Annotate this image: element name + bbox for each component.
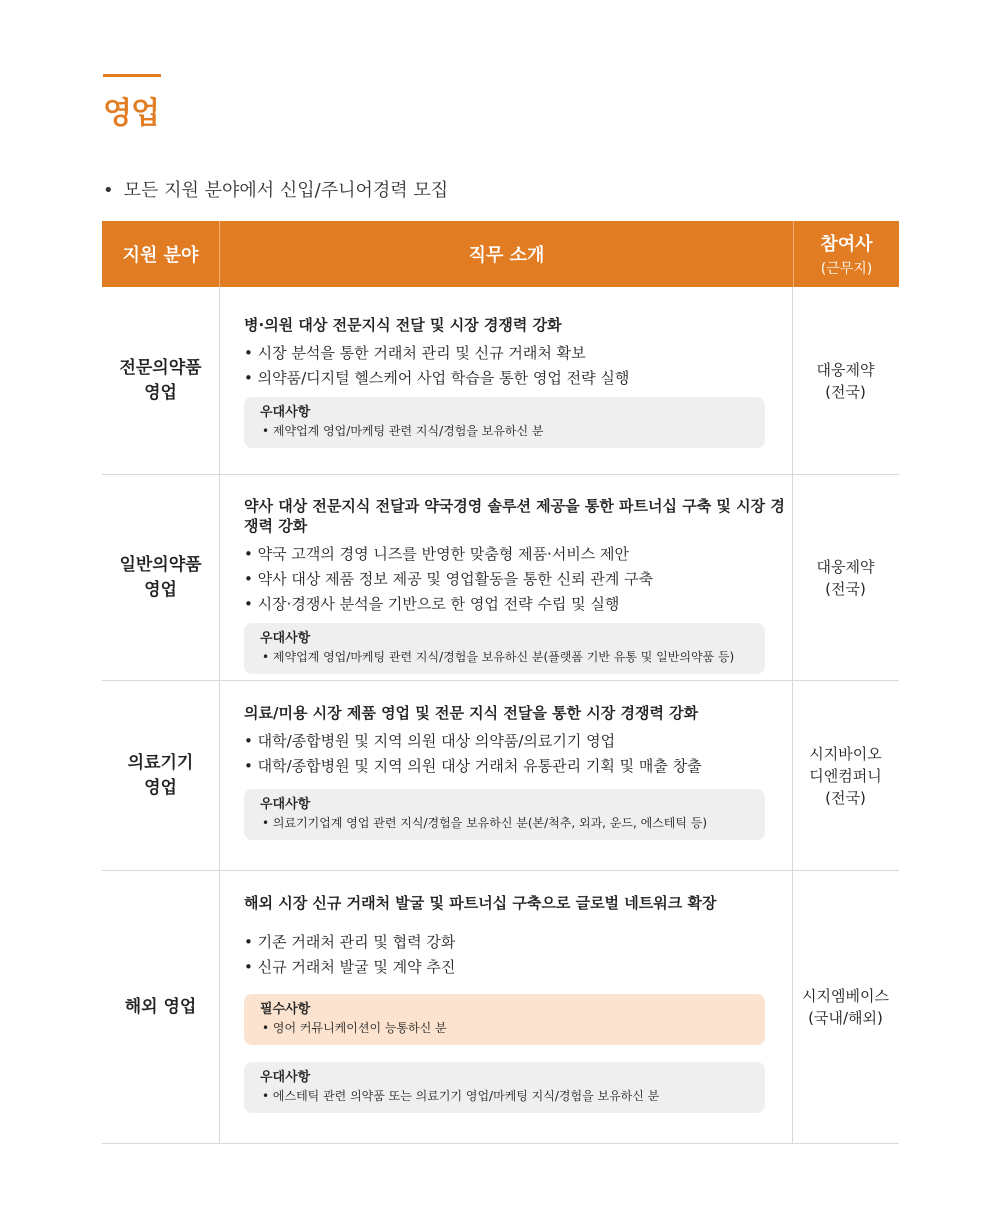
bullet-list	[244, 930, 792, 980]
company-line: 디엔컴퍼니	[809, 766, 882, 785]
table-row	[102, 475, 899, 681]
company-line: (전국)	[825, 382, 866, 401]
table-row	[102, 681, 899, 871]
category-line: 해외 영업	[124, 996, 197, 1017]
subtitle-text: 모든 지원 분야에서 신입/주니어경력 모집	[123, 180, 449, 201]
list-item: • 대학/종합병원 및 지역 의원 대상 거래처 유통관리 기획 및 매출 창출	[244, 754, 792, 779]
category-line: 전문의약품	[119, 357, 202, 378]
category-line: 의료기기	[127, 752, 194, 773]
row-description	[220, 871, 793, 1143]
preference-box	[244, 789, 765, 840]
list-item: • 기존 거래처 관리 및 협력 강화	[244, 930, 792, 955]
preference-item: • 에스테틱 관련 의약품 또는 의료기기 영업/마케팅 지식/경험을 보유하신 분	[262, 1087, 749, 1105]
list-item: • 의약품/디지털 헬스케어 사업 학습을 통한 영업 전략 실행	[244, 366, 792, 391]
preference-item: • 제약업계 영업/마케팅 관련 지식/경험을 보유하신 분(플랫폼 기반 유통 및 일반의약품 등)	[262, 648, 749, 666]
preference-box	[244, 1062, 765, 1113]
company-line: 대웅제약	[816, 557, 875, 576]
preference-item: • 의료기기업계 영업 관련 지식/경험을 보유하신 분(본/척추, 외과, 운드, 에스테틱 등)	[262, 814, 749, 832]
category-line: 영업	[144, 777, 177, 798]
subtitle: • 모든 지원 분야에서 신입/주니어경력 모집	[103, 180, 449, 201]
row-heading: 의료/미용 시장 제품 영업 및 전문 지식 전달을 통한 시장 경쟁력 강화	[244, 704, 699, 722]
list-item: • 시장·경쟁사 분석을 기반으로 한 영업 전략 수립 및 실행	[244, 592, 792, 617]
category-line: 영업	[144, 579, 177, 600]
job-table	[102, 221, 899, 1144]
requirement-title: 필수사항	[260, 1002, 311, 1017]
header-company-label: 참여사	[820, 234, 873, 255]
header-company-sub: (근무지)	[820, 261, 873, 277]
preference-title: 우대사항	[260, 405, 311, 420]
preference-title: 우대사항	[260, 797, 311, 812]
list-item: • 약사 대상 제품 정보 제공 및 영업활동을 통한 신뢰 관계 구축	[244, 567, 792, 592]
title-accent-line	[103, 74, 161, 77]
row-category	[102, 681, 220, 870]
header-intro: 직무 소개	[220, 221, 794, 287]
table-row	[102, 287, 899, 475]
row-company	[793, 287, 898, 474]
table-header	[102, 221, 899, 287]
row-description	[220, 475, 793, 680]
row-heading: 해외 시장 신규 거래처 발굴 및 파트너십 구축으로 글로벌 네트워크 확장	[244, 894, 717, 912]
bullet-list	[244, 542, 792, 617]
preference-title: 우대사항	[260, 631, 311, 646]
preference-item: • 제약업계 영업/마케팅 관련 지식/경험을 보유하신 분	[262, 422, 749, 440]
header-field: 지원 분야	[102, 221, 220, 287]
page-title: 영업	[103, 96, 159, 131]
row-heading: 약사 대상 전문지식 전달과 약국경영 솔루션 제공을 통한 파트너십 구축 및 시장 경쟁력 강화	[244, 497, 785, 535]
row-company	[793, 681, 898, 870]
company-line: (국내/해외)	[808, 1009, 883, 1027]
category-line: 영업	[144, 382, 177, 403]
preference-title: 우대사항	[260, 1070, 311, 1085]
bullet-list	[244, 341, 792, 391]
row-category	[102, 287, 220, 474]
company-line: 대웅제약	[816, 360, 875, 379]
header-company	[794, 221, 899, 287]
list-item: • 약국 고객의 경영 니즈를 반영한 맞춤형 제품·서비스 제안	[244, 542, 792, 567]
company-line: 시지엠베이스	[802, 987, 889, 1005]
row-category	[102, 871, 220, 1143]
row-company	[793, 475, 898, 680]
preference-box	[244, 623, 765, 674]
category-line: 일반의약품	[119, 554, 202, 575]
list-item: • 신규 거래처 발굴 및 계약 추진	[244, 955, 792, 980]
company-line: (전국)	[825, 579, 866, 598]
row-description	[220, 681, 793, 870]
company-line: 시지바이오	[809, 744, 882, 763]
row-description	[220, 287, 793, 474]
preference-box	[244, 397, 765, 448]
requirement-item: • 영어 커뮤니케이션이 능통하신 분	[262, 1019, 749, 1037]
requirement-box	[244, 994, 765, 1045]
list-item: • 시장 분석을 통한 거래처 관리 및 신규 거래처 확보	[244, 341, 792, 366]
company-line: (전국)	[825, 788, 866, 807]
row-company	[793, 871, 898, 1143]
row-category	[102, 475, 220, 680]
table-row	[102, 871, 899, 1144]
list-item: • 대학/종합병원 및 지역 의원 대상 의약품/의료기기 영업	[244, 729, 792, 754]
row-heading: 병·의원 대상 전문지식 전달 및 시장 경쟁력 강화	[244, 316, 562, 334]
bullet-list	[244, 729, 792, 779]
